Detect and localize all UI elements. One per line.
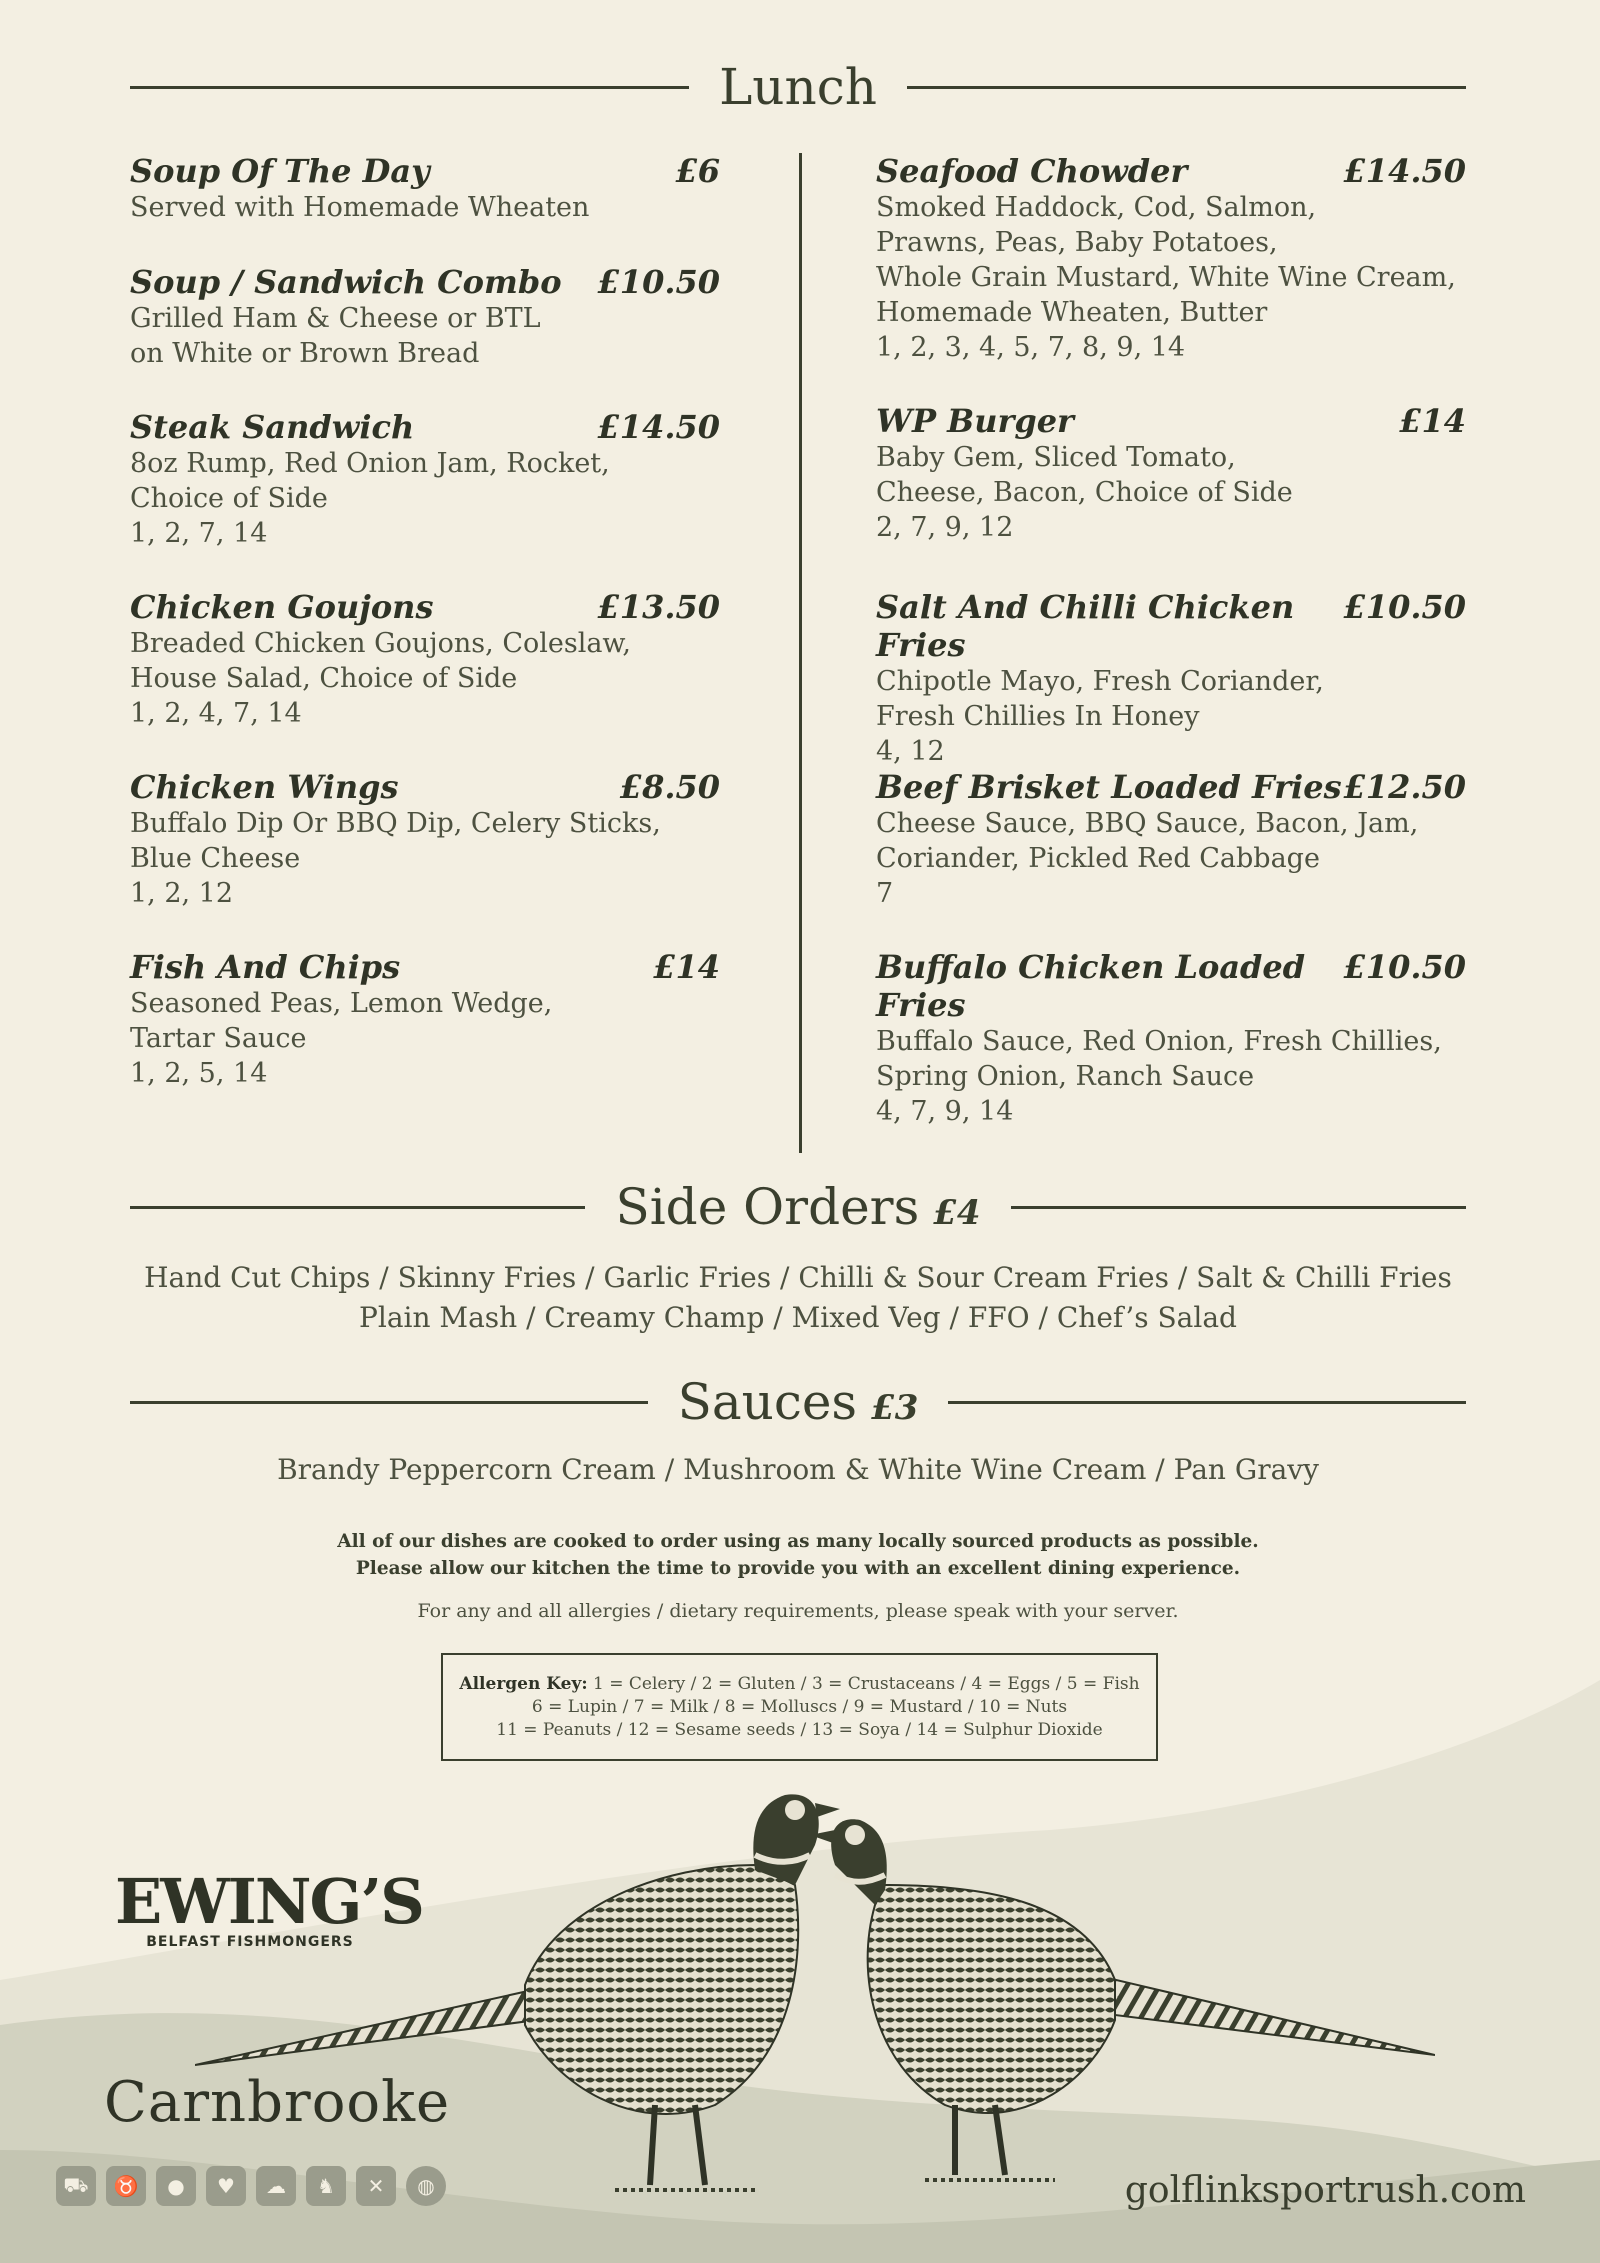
item-allergens: 4, 7, 9, 14 [876, 1096, 1014, 1127]
item-name: Chicken Wings [130, 768, 399, 806]
item-price: £6 [675, 152, 720, 190]
sides-line-2: Plain Mash / Creamy Champ / Mixed Veg / FFO / Chef’s Salad [359, 1301, 1237, 1334]
item-description: Baby Gem, Sliced Tomato, Cheese, Bacon, Choice of Side [876, 442, 1293, 508]
item-allergens: 4, 12 [876, 736, 945, 767]
menu-item [130, 152, 720, 225]
plate-icon: ◍ [406, 2166, 446, 2206]
item-price: £8.50 [619, 768, 720, 806]
allergen-key-label: Allergen Key: [459, 1674, 588, 1694]
allergen-key-line-2: 6 = Lupin / 7 = Milk / 8 = Molluscs / 9 = Mustard / 10 = Nuts [531, 1697, 1068, 1717]
right-pheasant [810, 1819, 1435, 2180]
item-price: £14 [653, 948, 720, 986]
allergy-note: For any and all allergies / dietary requirements, please speak with your server. [417, 1600, 1179, 1622]
sides-list [130, 1258, 1466, 1338]
website-url[interactable]: golflinksportrush.com [1124, 2170, 1526, 2211]
item-name: Chicken Goujons [130, 588, 434, 626]
heading-rule-right [948, 1401, 1466, 1404]
kitchen-note-line-2: Please allow our kitchen the time to provide you with an excellent dining experience. [355, 1558, 1241, 1579]
heading-rule-right [907, 86, 1466, 89]
menu-item [130, 588, 720, 731]
item-name: Steak Sandwich [130, 408, 415, 446]
item-allergens: 1, 2, 12 [130, 878, 234, 909]
item-description: Chipotle Mayo, Fresh Coriander, Fresh Chillies In Honey [876, 666, 1324, 732]
allergen-key-box [441, 1653, 1158, 1761]
lunch-title: Lunch [719, 58, 877, 116]
item-name: Soup Of The Day [130, 152, 430, 190]
item-price: £12.50 [1343, 768, 1466, 806]
item-allergens: 1, 2, 7, 14 [130, 518, 268, 549]
ewings-logo [115, 1865, 423, 1950]
menu-item [876, 588, 1466, 769]
item-allergens: 1, 2, 5, 14 [130, 1058, 268, 1089]
allergen-key-line-1: 1 = Celery / 2 = Gluten / 3 = Crustaceans / 4 = Eggs / 5 = Fish [593, 1674, 1140, 1694]
cutlery-icon: ✕ [356, 2166, 396, 2206]
pheasants-illustration [195, 1775, 1435, 2215]
sauces-title [648, 1373, 949, 1431]
sides-line-1: Hand Cut Chips / Skinny Fries / Garlic Fries / Chilli & Sour Cream Fries / Salt & Chilli Fries [144, 1261, 1452, 1294]
ewings-logo-subtitle: BELFAST FISHMONGERS [146, 1934, 354, 1950]
chicken-icon: ♥ [206, 2166, 246, 2206]
menu-item [130, 768, 720, 911]
sauces-list: Brandy Peppercorn Cream / Mushroom & White Wine Cream / Pan Gravy [277, 1453, 1319, 1486]
menu-item [876, 402, 1466, 545]
item-name: Soup / Sandwich Combo [130, 263, 562, 301]
cow-icon: ♉ [106, 2166, 146, 2206]
item-description: Seasoned Peas, Lemon Wedge, Tartar Sauce [130, 988, 553, 1054]
heading-rule-left [130, 86, 689, 89]
item-price: £14 [1399, 402, 1466, 440]
item-price: £14.50 [1343, 152, 1466, 190]
heading-rule-left [130, 1206, 585, 1209]
sheep-icon: ☁ [256, 2166, 296, 2206]
item-allergens: 7 [876, 878, 894, 909]
kitchen-note-line-1: All of our dishes are cooked to order using as many locally sourced products as possible. [337, 1531, 1259, 1552]
item-name: Beef Brisket Loaded Fries [876, 768, 1342, 806]
item-description: 8oz Rump, Red Onion Jam, Rocket, Choice of Side [130, 448, 610, 514]
farm-icons-row [56, 2166, 446, 2206]
item-price: £10.50 [1343, 588, 1466, 626]
column-divider [799, 153, 802, 1153]
sides-title-text: Side Orders [615, 1178, 920, 1236]
menu-item [876, 948, 1466, 1129]
item-name: Salt And Chilli Chicken Fries [876, 588, 1295, 664]
item-name: Fish And Chips [130, 948, 401, 986]
item-description: Smoked Haddock, Cod, Salmon, Prawns, Peas, Baby Potatoes, Whole Grain Mustard, White Wine Cream, Homemade Wheaten, Butter [876, 192, 1456, 328]
allergen-key-line-3: 11 = Peanuts / 12 = Sesame seeds / 13 = Soya / 14 = Sulphur Dioxide [496, 1720, 1103, 1740]
item-description: Breaded Chicken Goujons, Coleslaw, House Salad, Choice of Side [130, 628, 631, 694]
item-allergens: 1, 2, 3, 4, 5, 7, 8, 9, 14 [876, 332, 1186, 363]
sides-price: £4 [933, 1193, 981, 1233]
menu-item [130, 408, 720, 551]
sauces-title-text: Sauces [677, 1373, 858, 1431]
pig-icon: ● [156, 2166, 196, 2206]
heading-rule-right [1011, 1206, 1466, 1209]
sauces-heading [130, 1373, 1466, 1431]
item-price: £14.50 [597, 408, 720, 446]
item-price: £10.50 [597, 263, 720, 301]
menu-item [876, 152, 1466, 365]
kitchen-note [130, 1528, 1466, 1582]
item-description: Grilled Ham & Cheese or BTL on White or Brown Bread [130, 303, 541, 369]
item-name: WP Burger [876, 402, 1074, 440]
sides-title [585, 1178, 1010, 1236]
tractor-icon: ⛟ [56, 2166, 96, 2206]
item-name: Buffalo Chicken Loaded Fries [876, 948, 1306, 1024]
item-description: Buffalo Sauce, Red Onion, Fresh Chillies, Spring Onion, Ranch Sauce [876, 1026, 1442, 1092]
item-description: Cheese Sauce, BBQ Sauce, Bacon, Jam, Coriander, Pickled Red Cabbage [876, 808, 1419, 874]
item-price: £13.50 [597, 588, 720, 626]
item-name: Seafood Chowder [876, 152, 1188, 190]
item-price: £10.50 [1343, 948, 1466, 986]
item-allergens: 1, 2, 4, 7, 14 [130, 698, 302, 729]
item-allergens: 2, 7, 9, 12 [876, 512, 1014, 543]
deer-icon: ♞ [306, 2166, 346, 2206]
menu-item [876, 768, 1466, 911]
menu-item [130, 948, 720, 1091]
lunch-heading [130, 58, 1466, 116]
sides-heading [130, 1178, 1466, 1236]
carnbrooke-logo: Carnbrooke [104, 2070, 451, 2135]
menu-item [130, 263, 720, 371]
ewings-logo-name: EWING’S [115, 1865, 423, 1938]
heading-rule-left [130, 1401, 648, 1404]
item-description: Served with Homemade Wheaten [130, 192, 590, 223]
sauces-price: £3 [871, 1388, 919, 1428]
item-description: Buffalo Dip Or BBQ Dip, Celery Sticks, Blue Cheese [130, 808, 661, 874]
